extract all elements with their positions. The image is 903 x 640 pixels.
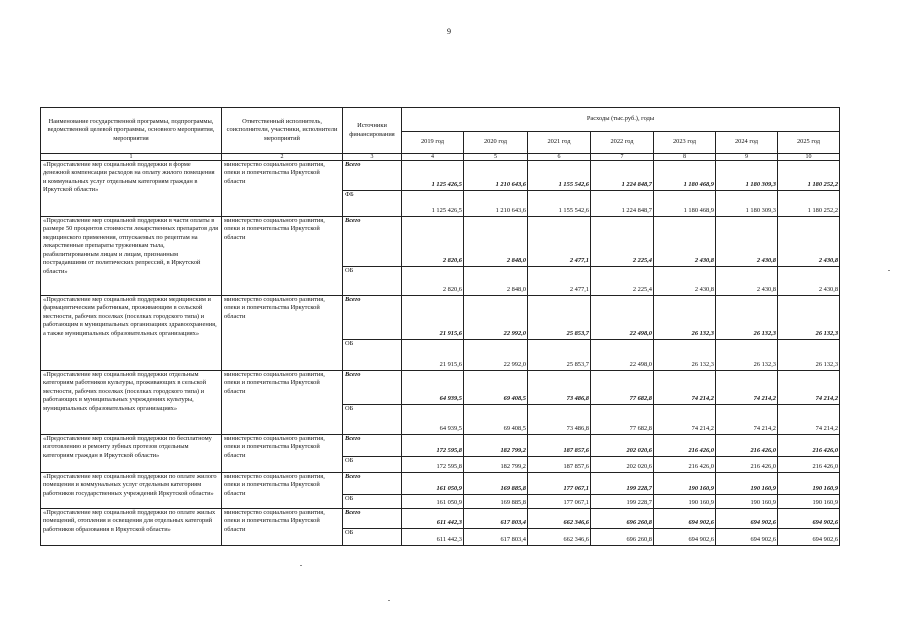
executor: министерство социального развития, опеки и попечительства Иркутской области	[222, 296, 343, 371]
header-year: 2020 год	[464, 132, 528, 154]
source-total: Всего	[343, 473, 402, 495]
source-ob: ОБ	[343, 457, 402, 473]
value-total: 64 939,5	[402, 371, 464, 405]
executor: министерство социального развития, опеки и попечительства Иркутской области	[222, 371, 343, 435]
table-body	[41, 161, 840, 546]
program-name: «Предоставление мер социальной поддержки отдельным категориям работников культуры, проживающих в сельской местности, рабочих поселках (поселках городского типа) и работающих в муниципальных учреждениях культуры, муниципальных образовательных организациях»	[41, 371, 222, 435]
value-ob: 64 939,5	[402, 405, 464, 435]
executor: министерство социального развития, опеки и попечительства Иркутской области	[222, 435, 343, 473]
expenses-table	[40, 107, 840, 546]
value-total: 190 160,9	[654, 473, 716, 495]
value-total: 172 595,8	[402, 435, 464, 457]
value-ob: 662 346,6	[528, 529, 591, 546]
value-ob: 182 799,2	[464, 457, 528, 473]
value-ob: 694 902,6	[716, 529, 778, 546]
header-name: Наименование государственной программы, подпрограммы, ведомственной целевой программы, основного мероприятия, мероприятия	[41, 108, 222, 154]
column-number: 3	[343, 154, 402, 161]
value-total: 2 477,1	[528, 217, 591, 267]
value-ob: 1 125 426,5	[402, 191, 464, 217]
value-total: 617 803,4	[464, 509, 528, 529]
source-ob: ОБ	[343, 267, 402, 296]
value-total: 2 430,8	[716, 217, 778, 267]
value-total: 77 682,8	[591, 371, 654, 405]
value-total: 611 442,3	[402, 509, 464, 529]
column-number: 1	[41, 154, 222, 161]
value-ob: 1 180 468,9	[654, 191, 716, 217]
value-total: 202 020,6	[591, 435, 654, 457]
value-ob: 696 260,8	[591, 529, 654, 546]
value-ob: 2 848,0	[464, 267, 528, 296]
header-year: 2023 год	[654, 132, 716, 154]
value-total: 216 426,0	[716, 435, 778, 457]
value-total: 74 214,2	[778, 371, 840, 405]
value-ob: 73 486,8	[528, 405, 591, 435]
value-ob: 190 160,9	[716, 495, 778, 509]
program-name: «Предоставление мер социальной поддержки медицинским и фармацевтическим работникам, проживающим в сельской местности, рабочих поселках (поселках городского типа) и работающим в муниципальных организациях здравоохранения, а также муниципальных образовательных организациях»	[41, 296, 222, 371]
value-total: 216 426,0	[654, 435, 716, 457]
column-number: 9	[716, 154, 778, 161]
source-total: Всего	[343, 296, 402, 340]
value-total: 26 132,3	[654, 296, 716, 340]
header-year: 2024 год	[716, 132, 778, 154]
table-row-total	[41, 473, 840, 495]
value-ob: 199 228,7	[591, 495, 654, 509]
column-number: 6	[528, 154, 591, 161]
value-ob: 617 803,4	[464, 529, 528, 546]
value-total: 2 430,8	[778, 217, 840, 267]
table-row-total	[41, 435, 840, 457]
value-ob: 216 426,0	[716, 457, 778, 473]
value-ob: 21 915,6	[402, 340, 464, 371]
value-ob: 2 225,4	[591, 267, 654, 296]
scan-dot	[888, 270, 890, 271]
value-total: 1 125 426,5	[402, 161, 464, 191]
value-total: 190 160,9	[778, 473, 840, 495]
value-ob: 22 992,0	[464, 340, 528, 371]
executor: министерство социального развития, опеки и попечительства Иркутской области	[222, 509, 343, 546]
value-ob: 74 214,2	[716, 405, 778, 435]
program-name: «Предоставление мер социальной поддержки по оплате жилого помещения и коммунальных услуг отдельным категориям работников государственных учреждений Иркутской области»	[41, 473, 222, 509]
value-total: 169 885,8	[464, 473, 528, 495]
value-ob: 187 857,6	[528, 457, 591, 473]
value-total: 22 498,0	[591, 296, 654, 340]
table-row-total	[41, 161, 840, 191]
column-number: 5	[464, 154, 528, 161]
value-total: 161 050,9	[402, 473, 464, 495]
column-numbers-row	[41, 154, 840, 161]
program-name: «Предоставление мер социальной поддержки по оплате жилых помещений, отопления и освещения для отдельных категорий работников образования в Иркутской области»	[41, 509, 222, 546]
value-total: 26 132,3	[778, 296, 840, 340]
value-total: 2 225,4	[591, 217, 654, 267]
executor: министерство социального развития, опеки и попечительства Иркутской области	[222, 473, 343, 509]
value-ob: 161 050,9	[402, 495, 464, 509]
value-ob: 26 132,3	[716, 340, 778, 371]
value-ob: 202 020,6	[591, 457, 654, 473]
column-number: 8	[654, 154, 716, 161]
executor: министерство социального развития, опеки и попечительства Иркутской области	[222, 217, 343, 296]
source-ob: ОБ	[343, 529, 402, 546]
scan-dot	[300, 565, 302, 566]
program-name: «Предоставление мер социальной поддержки по бесплатному изготовлению и ремонту зубных протезов отдельным категориям граждан в Иркутской области»	[41, 435, 222, 473]
value-total: 696 260,8	[591, 509, 654, 529]
value-total: 74 214,2	[654, 371, 716, 405]
header-year: 2025 год	[778, 132, 840, 154]
value-total: 1 180 252,2	[778, 161, 840, 191]
value-ob: 2 820,6	[402, 267, 464, 296]
header-year: 2019 год	[402, 132, 464, 154]
value-total: 694 902,6	[778, 509, 840, 529]
value-total: 216 426,0	[778, 435, 840, 457]
source-ob: ФБ	[343, 191, 402, 217]
source-total: Всего	[343, 371, 402, 405]
value-ob: 216 426,0	[654, 457, 716, 473]
value-total: 74 214,2	[716, 371, 778, 405]
value-ob: 2 430,8	[654, 267, 716, 296]
value-total: 22 992,0	[464, 296, 528, 340]
page-number: 9	[447, 27, 451, 36]
program-name: «Предоставление мер социальной поддержки в части оплаты в размере 50 процентов стоимости лекарственных препаратов для медицинского применения, отпускаемых по рецептам на лекарственные препараты труженикам тыла, реабилитированным лицам и лицам, признанным пострадавшими от политических репрессий, в Иркутской области»	[41, 217, 222, 296]
value-total: 187 857,6	[528, 435, 591, 457]
value-ob: 216 426,0	[778, 457, 840, 473]
column-number: 7	[591, 154, 654, 161]
table-row-total	[41, 217, 840, 267]
value-ob: 26 132,3	[654, 340, 716, 371]
value-total: 73 486,8	[528, 371, 591, 405]
value-ob: 177 067,1	[528, 495, 591, 509]
value-total: 694 902,6	[654, 509, 716, 529]
value-ob: 611 442,3	[402, 529, 464, 546]
value-ob: 2 477,1	[528, 267, 591, 296]
value-ob: 1 224 848,7	[591, 191, 654, 217]
value-total: 199 228,7	[591, 473, 654, 495]
value-total: 1 180 309,3	[716, 161, 778, 191]
value-total: 25 853,7	[528, 296, 591, 340]
value-ob: 77 682,8	[591, 405, 654, 435]
column-number: 10	[778, 154, 840, 161]
header-expenses: Расходы (тыс.руб.), годы	[402, 108, 840, 132]
table-row-total	[41, 296, 840, 340]
column-number: 4	[402, 154, 464, 161]
source-total: Всего	[343, 509, 402, 529]
table-row-total	[41, 509, 840, 529]
value-total: 2 848,0	[464, 217, 528, 267]
value-ob: 26 132,3	[778, 340, 840, 371]
source-ob: ОБ	[343, 340, 402, 371]
executor: министерство социального развития, опеки и попечительства Иркутской области	[222, 161, 343, 217]
value-ob: 1 155 542,6	[528, 191, 591, 217]
value-ob: 2 430,8	[716, 267, 778, 296]
value-ob: 169 885,8	[464, 495, 528, 509]
value-total: 694 902,6	[716, 509, 778, 529]
source-total: Всего	[343, 435, 402, 457]
value-total: 1 155 542,6	[528, 161, 591, 191]
value-total: 1 210 643,6	[464, 161, 528, 191]
value-total: 662 346,6	[528, 509, 591, 529]
value-total: 182 799,2	[464, 435, 528, 457]
value-ob: 74 214,2	[778, 405, 840, 435]
value-ob: 172 595,8	[402, 457, 464, 473]
value-total: 69 408,5	[464, 371, 528, 405]
scan-dot	[388, 600, 390, 601]
value-ob: 22 498,0	[591, 340, 654, 371]
value-ob: 190 160,9	[654, 495, 716, 509]
value-total: 2 820,6	[402, 217, 464, 267]
value-total: 26 132,3	[716, 296, 778, 340]
header-executor: Ответственный исполнитель, соисполнители, участники, исполнители мероприятий	[222, 108, 343, 154]
value-ob: 2 430,8	[778, 267, 840, 296]
value-total: 177 067,1	[528, 473, 591, 495]
source-total: Всего	[343, 161, 402, 191]
value-ob: 1 180 252,2	[778, 191, 840, 217]
header-year: 2022 год	[591, 132, 654, 154]
program-name: «Предоставление мер социальной поддержки в форме денежной компенсации расходов на оплату жилого помещения и коммунальных услуг отдельным категориям граждан в Иркутской области»	[41, 161, 222, 217]
table-row-total	[41, 371, 840, 405]
value-ob: 74 214,2	[654, 405, 716, 435]
value-ob: 1 180 309,3	[716, 191, 778, 217]
column-number: 2	[222, 154, 343, 161]
value-total: 190 160,9	[716, 473, 778, 495]
value-total: 1 180 468,9	[654, 161, 716, 191]
value-ob: 694 902,6	[778, 529, 840, 546]
value-ob: 1 210 643,6	[464, 191, 528, 217]
value-total: 2 430,8	[654, 217, 716, 267]
source-total: Всего	[343, 217, 402, 267]
source-ob: ОБ	[343, 495, 402, 509]
value-total: 1 224 848,7	[591, 161, 654, 191]
value-ob: 69 408,5	[464, 405, 528, 435]
value-ob: 694 902,6	[654, 529, 716, 546]
value-ob: 25 853,7	[528, 340, 591, 371]
header-year: 2021 год	[528, 132, 591, 154]
source-ob: ОБ	[343, 405, 402, 435]
value-total: 21 915,6	[402, 296, 464, 340]
header-source: Источники финансирования	[343, 108, 402, 154]
value-ob: 190 160,9	[778, 495, 840, 509]
